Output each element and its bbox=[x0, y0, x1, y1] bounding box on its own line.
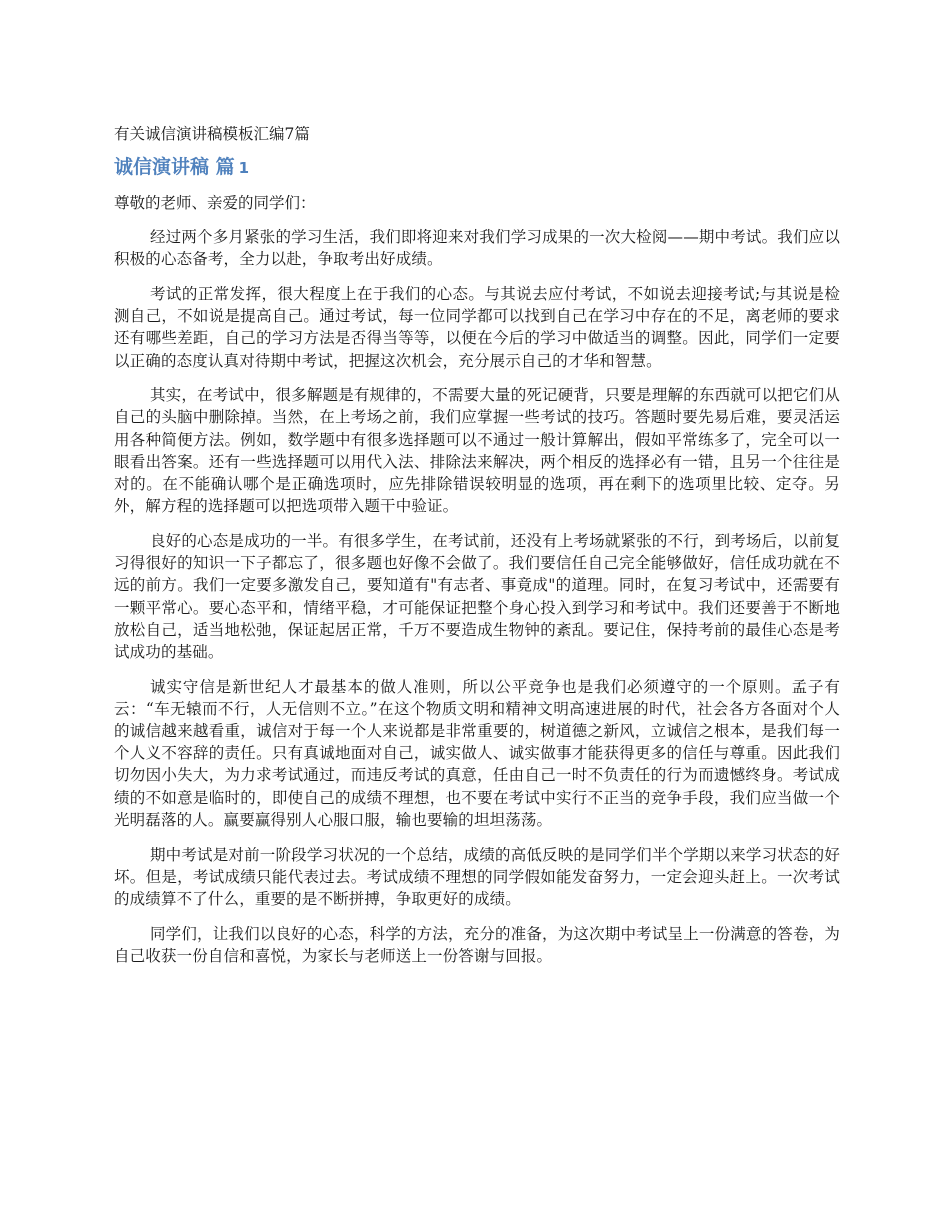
document-page bbox=[114, 123, 840, 980]
paragraph: 考试的正常发挥，很大程度上在于我们的心态。与其说去应付考试，不如说去迎接考试;与其说是检测自己，不如说是提高自己。通过考试，每一位同学都可以找到自己在学习中存在的不足，离老师的要求还有哪些差距，自己的学习方法是否得当等等，以便在今后的学习中做适当的调整。因此，同学们一定要以正确的态度认真对待期中考试，把握这次机会，充分展示自己的才华和智慧。 bbox=[114, 284, 840, 370]
salutation: 尊敬的老师、亲爱的同学们： bbox=[114, 194, 316, 212]
paragraph: 其实，在考试中，很多解题是有规律的，不需要大量的死记硬背，只要是理解的东西就可以把它们从自己的头脑中删除掉。当然，在上考场之前，我们应掌握一些考试的技巧。答题时要先易后难，要灵活运用各种简便方法。例如，数学题中有很多选择题可以不通过一般计算解出，假如平常练多了，完全可以一眼看出答案。还有一些选择题可以用代入法、排除法来解决，两个相反的选择必有一错，且另一个往往是对的。在不能确认哪个是正确选项时，应先排除错误较明显的选项，再在剩下的选项里比较、定夺。另外，解方程的选择题可以把选项带入题干中验证。 bbox=[114, 386, 840, 516]
paragraph: 诚实守信是新世纪人才最基本的做人准则，所以公平竞争也是我们必须遵守的一个原则。孟子有云：“车无辕而不行，人无信则不立。”在这个物质文明和精神文明高速进展的时代，社会各方各面对个人的诚信越来越看重，诚信对于每一个人来说都是非常重要的，树道德之新风，立诚信之根本，是我们每一个人义不容辞的责任。只有真诚地面对自己，诚实做人、诚实做事才能获得更多的信任与尊重。因此我们切勿因小失大，为力求考试通过，而违反考试的真意，任由自己一时不负责任的行为而遗憾终身。考试成绩的不如意是临时的，即使自己的成绩不理想，也不要在考试中实行不正当的竞争手段，我们应当做一个光明磊落的人。赢要赢得别人心服口服，输也要输的坦坦荡荡。 bbox=[114, 677, 840, 829]
paragraph: 经过两个多月紧张的学习生活，我们即将迎来对我们学习成果的一次大检阅——期中考试。我们应以积极的心态备考，全力以赴，争取考出好成绩。 bbox=[114, 228, 840, 269]
section-heading bbox=[114, 153, 840, 182]
document-title: 有关诚信演讲稿模板汇编7篇 bbox=[114, 125, 310, 143]
paragraph: 良好的心态是成功的一半。有很多学生，在考试前，还没有上考场就紧张的不行，到考场后，以前复习得很好的知识一下子都忘了，很多题也好像不会做了。我们要信任自己完全能够做好，信任成功就在不远的前方。我们一定要多激发自己，要知道有"有志者、事竟成"的道理。同时，在复习考试中，还需要有一颗平常心。要心态平和，情绪平稳，才可能保证把整个身心投入到学习和考试中。我们还要善于不断地放松自己，适当地松弛，保证起居正常，千万不要造成生物钟的紊乱。要记住，保持考前的最佳心态是考试成功的基础。 bbox=[114, 531, 840, 661]
section-title: 诚信演讲稿 篇 bbox=[114, 156, 235, 178]
paragraph: 期中考试是对前一阶段学习状况的一个总结，成绩的高低反映的是同学们半个学期以来学习状态的好坏。但是，考试成绩只能代表过去。考试成绩不理想的同学假如能发奋努力，一定会迎头赶上。一次考试的成绩算不了什么，重要的是不断拼搏，争取更好的成绩。 bbox=[114, 845, 840, 908]
paragraph: 同学们，让我们以良好的心态，科学的方法，充分的准备，为这次期中考试呈上一份满意的答卷，为自己收获一份自信和喜悦，为家长与老师送上一份答谢与回报。 bbox=[114, 924, 840, 965]
section-number: 1 bbox=[238, 159, 250, 177]
